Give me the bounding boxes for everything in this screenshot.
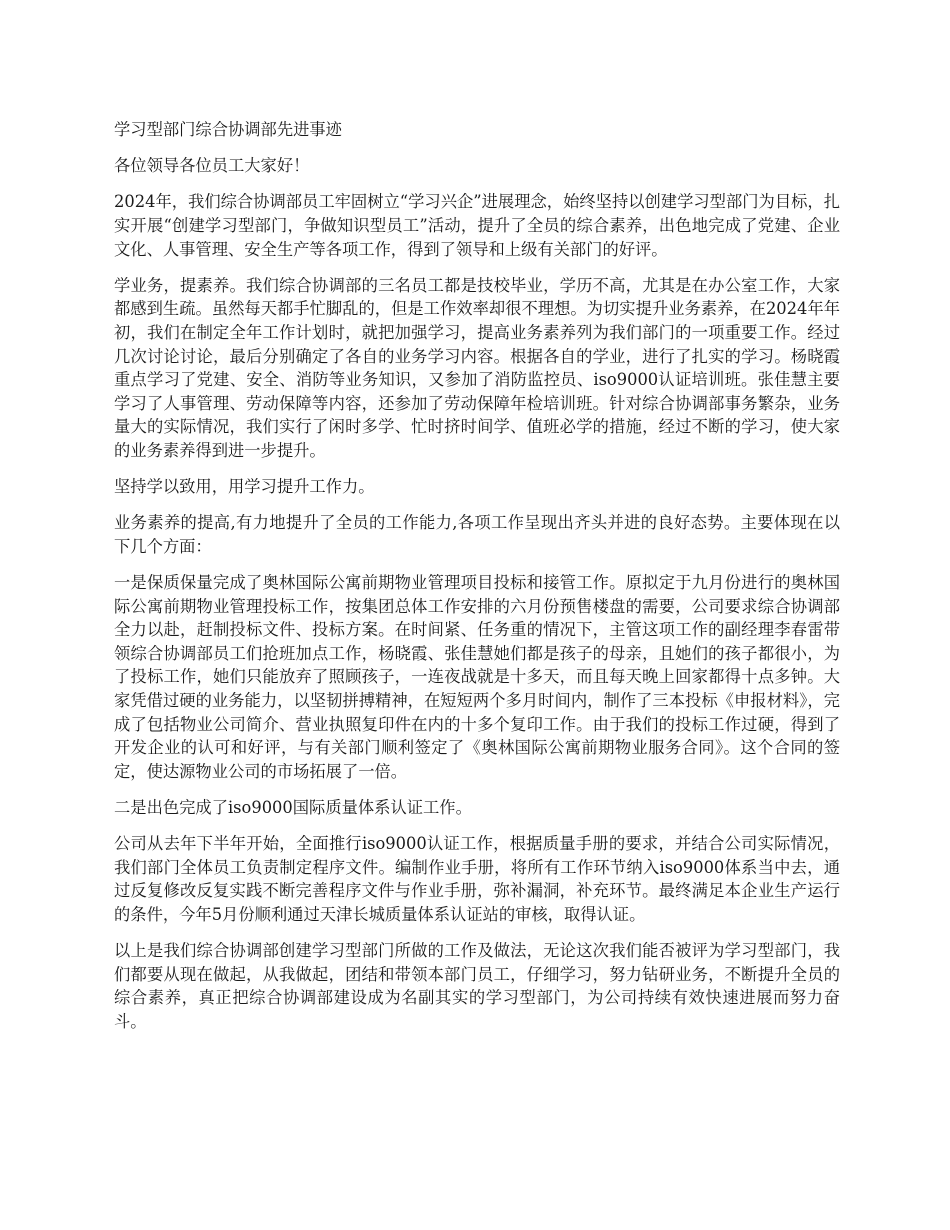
paragraph-study-business: 学业务，提素养。我们综合协调部的三名员工都是技校毕业，学历不高，尤其是在办公室工作，大家都感到生疏。虽然每天都手忙脚乱的，但是工作效率却很不理想。为切实提升业务素养，在2024年年初，我们在制定全年工作计划时，就把加强学习，提高业务素养列为我们部门的一项重要工作。经过几次讨论讨论，最后分别确定了各自的业务学习内容。根据各自的学业，进行了扎实的学习。杨晓霞重点学习了党建、安全、消防等业务知识，又参加了消防监控员、iso9000认证培训班。张佳慧主要学习了人事管理、劳动保障等内容，还参加了劳动保障年检培训班。针对综合协调部事务繁杂，业务量大的实际情况，我们实行了闲时多学、忙时挤时间学、值班必学的措施，经过不断的学习，使大家的业务素养得到进一步提升。 [114,275,840,460]
greeting: 各位领导各位员工大家好！ [114,156,310,176]
paragraph-ability-improvement: 业务素养的提高,有力地提升了全员的工作能力,各项工作呈现出齐头并进的良好态势。主要体现在以下几个方面： [114,513,840,556]
paragraph-apply-learning: 坚持学以致用，用学习提升工作力。 [114,477,375,497]
paragraph-conclusion: 以上是我们综合协调部创建学习型部门所做的工作及做法，无论这次我们能否被评为学习型部门，我们都要从现在做起，从我做起，团结和带领本部门员工，仔细学习，努力钻研业务，不断提升全员的综合素养，真正把综合协调部建设成为名副其实的学习型部门，为公司持续有效快速进展而努力奋斗。 [114,941,840,1031]
paragraph-intro: 2024年，我们综合协调部员工牢固树立“学习兴企”进展理念，始终坚持以创建学习型部门为目标，扎实开展“创建学习型部门，争做知识型员工”活动，提升了全员的综合素养，出色地完成了党建、企业文化、人事管理、安全生产等各项工作，得到了领导和上级有关部门的好评。 [114,192,840,259]
paragraph-iso-heading: 二是出色完成了iso9000国际质量体系认证工作。 [114,798,472,817]
document-body [114,118,840,1046]
document-title: 学习型部门综合协调部先进事迹 [114,120,342,139]
paragraph-bidding-work: 一是保质保量完成了奥林国际公寓前期物业管理项目投标和接管工作。原拟定于九月份进行的奥林国际公寓前期物业管理投标工作，按集团总体工作安排的六月份预售楼盘的需要，公司要求综合协调部全力以赴，赶制投标文件、投标方案。在时间紧、任务重的情况下，主管这项工作的副经理李春雷带领综合协调部员工们抢班加点工作，杨晓霞、张佳慧她们都是孩子的母亲，且她们的孩子都很小，为了投标工作，她们只能放弃了照顾孩子，一连夜战就是十多天，而且每天晚上回家都得十点多钟。大家凭借过硬的业务能力，以坚韧拼搏精神，在短短两个多月时间内，制作了三本投标《申报材料》，完成了包括物业公司简介、营业执照复印件在内的十多个复印工作。由于我们的投标工作过硬，得到了开发企业的认可和好评，与有关部门顺利签定了《奥林国际公寓前期物业服务合同》。这个合同的签定，使达源物业公司的市场拓展了一倍。 [114,573,840,781]
paragraph-iso-certification: 公司从去年下半年开始，全面推行iso9000认证工作，根据质量手册的要求，并结合公司实际情况，我们部门全体员工负责制定程序文件。编制作业手册，将所有工作环节纳入iso9000体系当中去，通过反复修改反复实践不断完善程序文件与作业手册，弥补漏洞，补充环节。最终满足本企业生产运行的条件，今年5月份顺利通过天津长城质量体系认证站的审核，取得认证。 [114,834,840,924]
